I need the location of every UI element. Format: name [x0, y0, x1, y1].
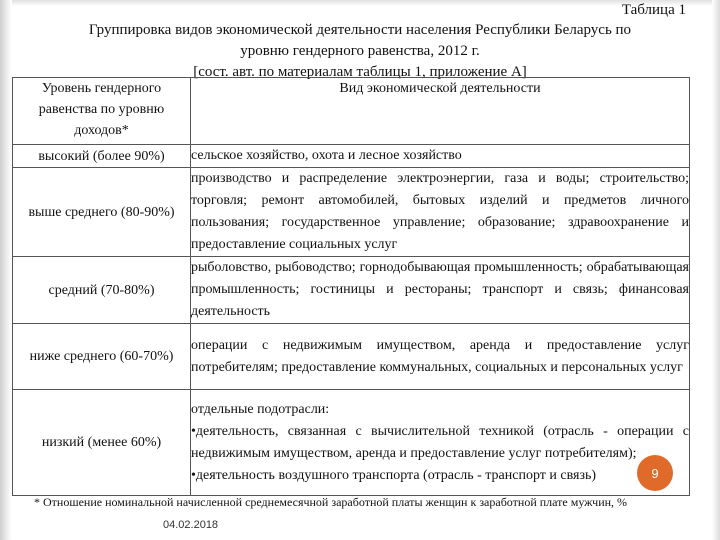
activity-text: рыболовство, рыбоводство; горнодобывающая промышленность; обрабатывающая промышленность; гостиницы и рестораны; транспорт и связь; финансовая деятельность: [191, 260, 689, 319]
title-line-3: [сост. авт. по материалам таблицы 1, приложение А]: [193, 64, 527, 80]
header-activity: Вид экономической деятельности: [191, 78, 690, 145]
row-activity: [191, 145, 690, 168]
row-level: средний (70-80%): [13, 257, 191, 324]
row-level: высокий (более 90%): [13, 145, 191, 168]
activity-bullet: •деятельность воздушного транспорта (отрасль - транспорт и связь): [191, 467, 597, 483]
activity-text: сельское хозяйство, охота и лесное хозяйство: [191, 148, 462, 163]
table-label: Таблица 1: [621, 2, 686, 18]
gender-equality-table: [12, 77, 690, 496]
row-activity: [191, 324, 690, 390]
slide-right-shadow: [712, 0, 720, 540]
row-activity: [191, 257, 690, 324]
title-line-1: Группировка видов экономической деятельности населения Республики Беларусь по: [88, 22, 632, 38]
row-level: ниже среднего (60-70%): [13, 324, 191, 390]
footnote: * Отношение номинальной начисленной среднемесячной заработной платы женщин к заработной плате мужчин, %: [34, 495, 628, 509]
table-row: [13, 257, 690, 324]
page-number-badge: 9: [637, 455, 673, 491]
row-level: низкий (менее 60%): [13, 390, 191, 496]
slide-left-shadow: [0, 0, 12, 540]
table-row: [13, 168, 690, 257]
activity-bullet: •деятельность, связанная с вычислительной техникой (отрасль - операции с недвижимым имуществом, аренда и предоставление услуг потребителям);: [191, 423, 689, 461]
activity-text: производство и распределение электроэнергии, газа и воды; строительство; торговля; ремонт автомобилей, бытовых изделий и предметов личного пользования; государственное управление; образование; здравоохранение и предоставление социальных услуг: [191, 171, 689, 252]
table-row: [13, 390, 690, 496]
row-level: выше среднего (80-90%): [13, 168, 191, 257]
row-activity: [191, 390, 690, 496]
slide-date: 04.02.2018: [163, 519, 219, 531]
activity-text: операции с недвижимым имуществом, аренда и предоставление услуг потребителям; предоставление коммунальных, социальных и персональных услуг: [191, 337, 689, 375]
table-row: [13, 324, 690, 390]
slide-top-shadow: [0, 0, 720, 6]
row-activity: [191, 168, 690, 257]
table-title: [40, 20, 680, 83]
table-header-row: [13, 78, 690, 145]
table-row: [13, 145, 690, 168]
header-level: Уровень гендерного равенства по уровню доходов*: [13, 78, 191, 145]
activity-subheading: отдельные подотрасли:: [191, 401, 330, 417]
title-line-2: уровню гендерного равенства, 2012 г.: [240, 43, 480, 59]
